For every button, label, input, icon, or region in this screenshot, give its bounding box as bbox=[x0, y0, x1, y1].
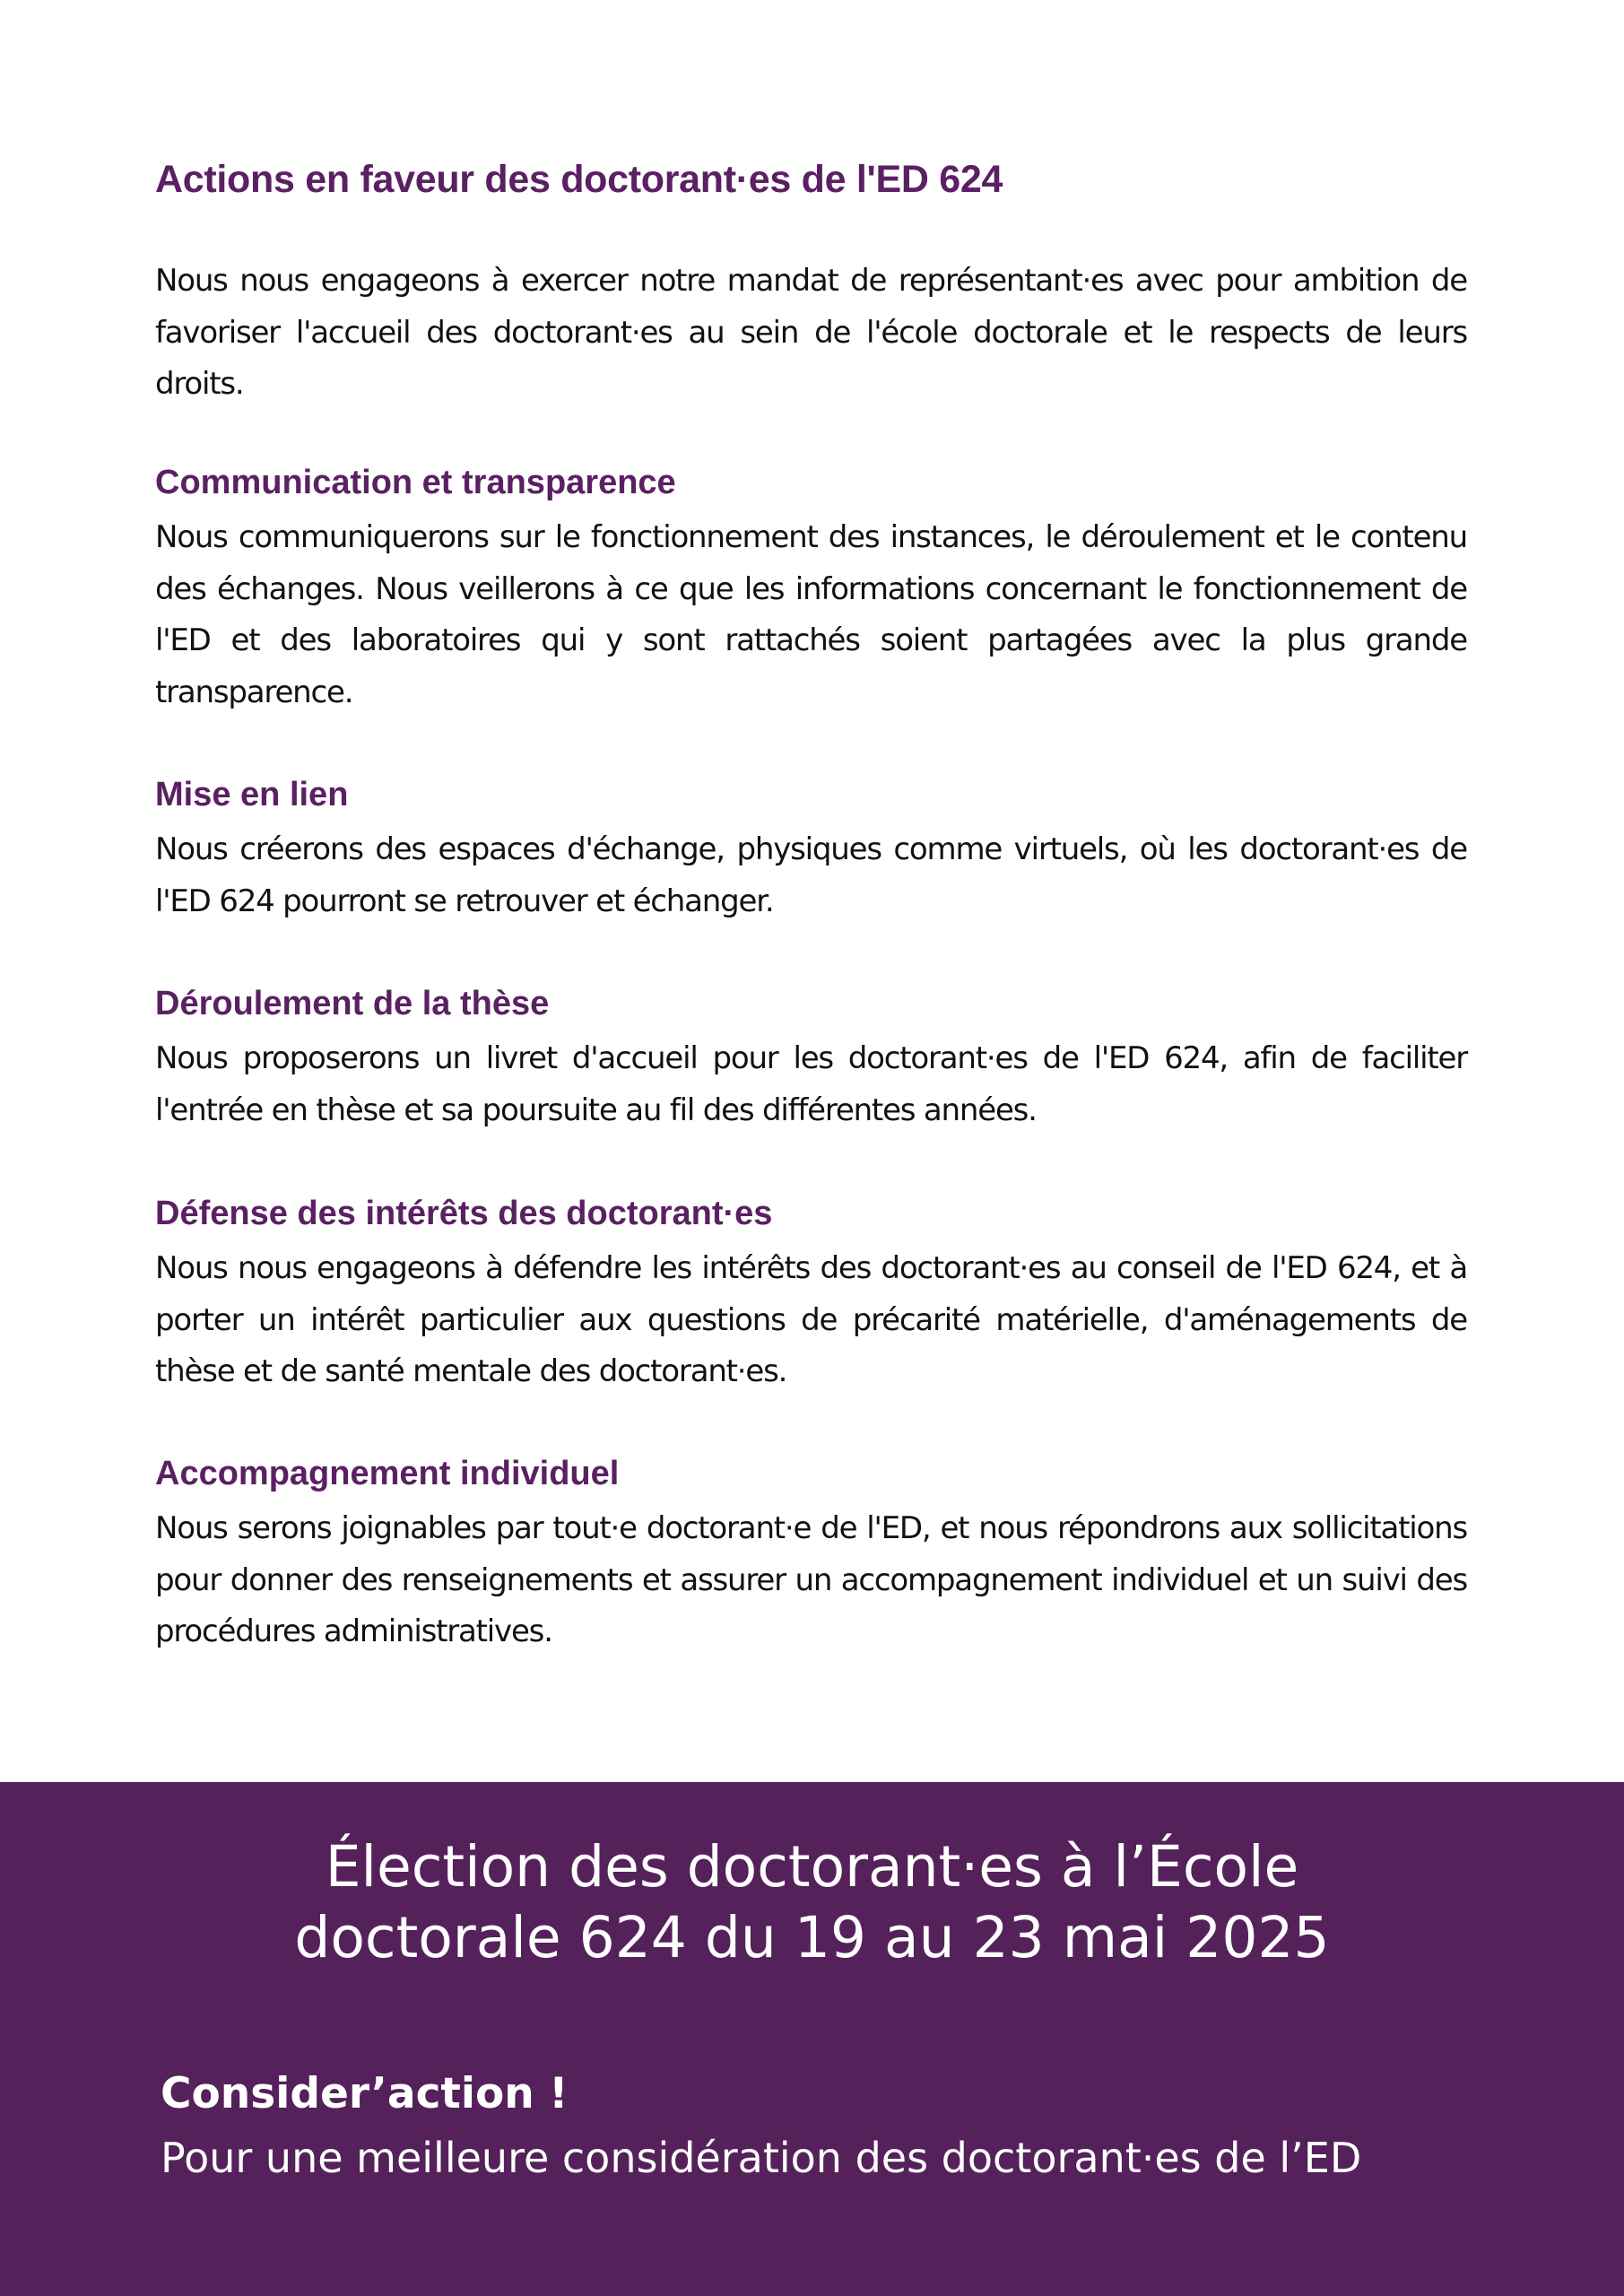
tagline: Pour une meilleure considération des doctorant·es de l’ED bbox=[161, 2134, 1362, 2182]
section-heading-deroulement: Déroulement de la thèse bbox=[155, 985, 550, 1022]
page-title: Actions en faveur des doctorant·es de l'ED 624 bbox=[155, 158, 1003, 201]
section-heading-communication: Communication et transparence bbox=[155, 464, 676, 501]
section-body-defense: Nous nous engageons à défendre les intérêts des doctorant·es au conseil de l'ED 624, et à porter un intérêt particulier aux questions de précarité matérielle, d'aménagements de thèse et de santé mentale des doctorant·es. bbox=[155, 1250, 1467, 1389]
banner-title-line-2: doctorale 624 du 19 au 23 mai 2025 bbox=[294, 1905, 1330, 1970]
section-heading-defense: Défense des intérêts des doctorant·es bbox=[155, 1195, 773, 1232]
section-heading-accompagnement: Accompagnement individuel bbox=[155, 1455, 620, 1492]
section-body-mise-en-lien: Nous créerons des espaces d'échange, physiques comme virtuels, où les doctorant·es de l'ED 624 pourront se retrouver et échanger. bbox=[155, 831, 1467, 919]
slogan: Consider’action ! bbox=[161, 2069, 569, 2118]
section-body-deroulement: Nous proposerons un livret d'accueil pour les doctorant·es de l'ED 624, afin de faciliter l'entrée en thèse et sa poursuite au fil des différentes années. bbox=[155, 1040, 1467, 1128]
banner-title-line-1: Élection des doctorant·es à l’École bbox=[325, 1834, 1299, 1900]
banner-title bbox=[0, 1831, 1624, 1973]
section-body-accompagnement: Nous serons joignables par tout·e doctorant·e de l'ED, et nous répondrons aux sollicitations pour donner des renseignements et assurer un accompagnement individuel et un suivi des procédures administratives. bbox=[155, 1510, 1467, 1649]
section-body-communication: Nous communiquerons sur le fonctionnement des instances, le déroulement et le contenu des échanges. Nous veillerons à ce que les informations concernant le fonctionnement de l'ED et des laboratoires qui y sont rattachés soient partagées avec la plus grande transparence. bbox=[155, 519, 1467, 710]
section-heading-mise-en-lien: Mise en lien bbox=[155, 776, 349, 813]
election-banner bbox=[0, 1782, 1624, 2296]
intro-paragraph: Nous nous engageons à exercer notre mandat de représentant·es avec pour ambition de favoriser l'accueil des doctorant·es au sein de l'école doctorale et le respects de leurs droits. bbox=[155, 263, 1467, 402]
